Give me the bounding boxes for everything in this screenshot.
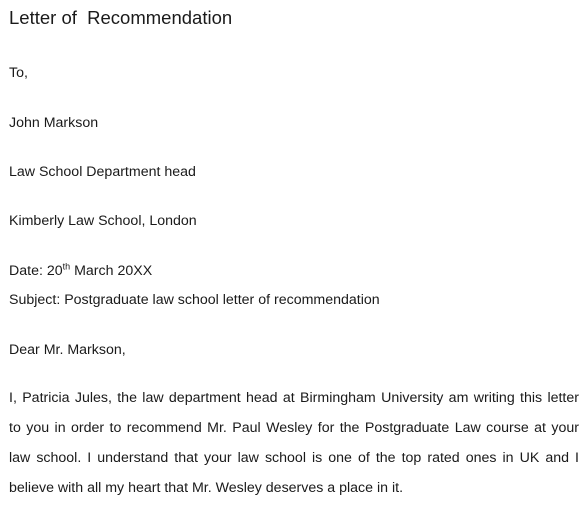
document-title: Letter of Recommendation [9,7,233,28]
date-line [9,262,152,280]
recipient-name: John Markson [9,115,99,131]
body-line: believe with all my heart that Mr. Wesley deserves a place in it. [9,480,404,496]
body-line: to you in order to recommend Mr. Paul Wesley for the Postgraduate Law course at your [9,420,579,436]
greeting: Dear Mr. Markson, [9,342,126,358]
date-rest: March 20XX [70,263,153,279]
date-ordinal-suffix: th [62,261,71,272]
subject-line: Subject: Postgraduate law school letter of recommendation [9,292,380,308]
body-line: law school. I understand that your law school is one of the top rated ones in UK and I [9,450,579,466]
salutation-to: To, [9,65,28,81]
date-label: Date: 20 [9,263,63,279]
recipient-organization: Kimberly Law School, London [9,213,197,229]
recipient-title: Law School Department head [9,164,196,180]
body-line: I, Patricia Jules, the law department head at Birmingham University am writing this letter [9,390,579,406]
